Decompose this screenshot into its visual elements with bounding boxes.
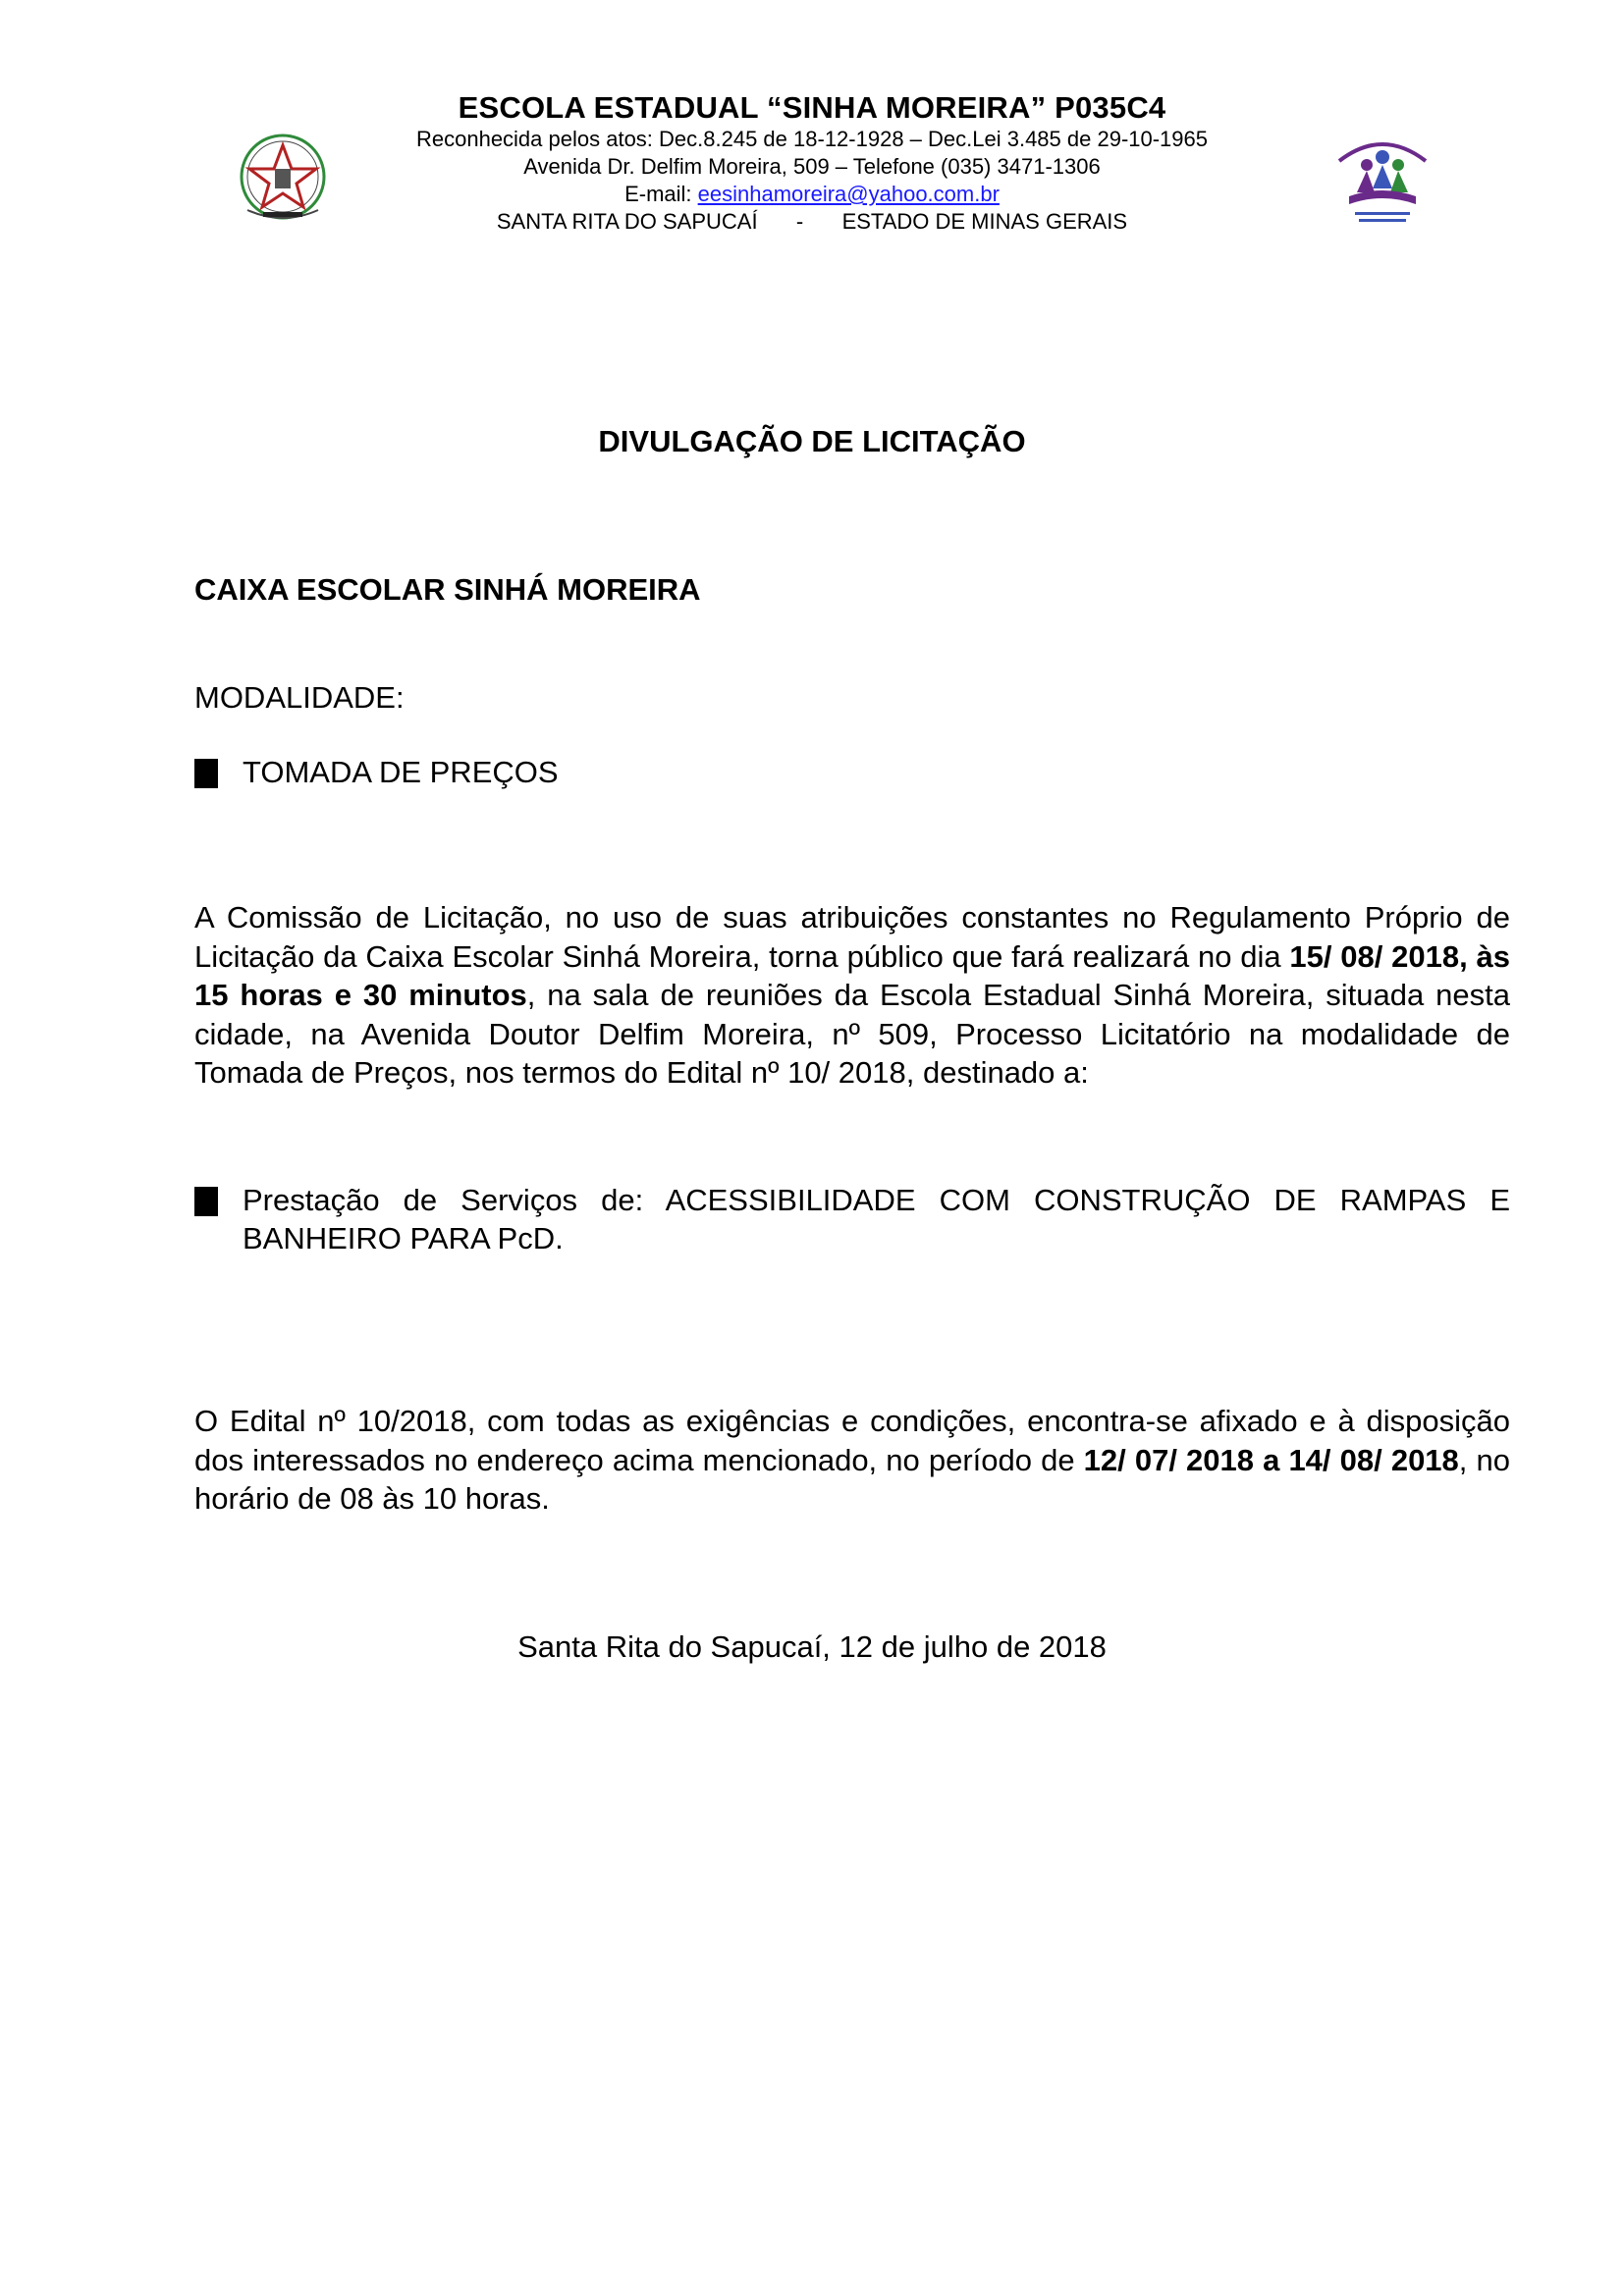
school-name: ESCOLA ESTADUAL “SINHA MOREIRA” P035C4 — [458, 90, 1166, 125]
city-state-line — [0, 208, 1624, 236]
checkbox-marker-icon — [194, 759, 218, 788]
email-line — [0, 181, 1624, 208]
place-date: Santa Rita do Sapucaí, 12 de julho de 2018 — [517, 1629, 1107, 1664]
separator: - — [795, 209, 804, 234]
paragraph2-text-1: O Edital nº 10/2018, com todas as exigências e condições, encontra-se afixado e à disposição dos interessados no endereço acima mencionado, no período de — [194, 1404, 1510, 1477]
letterhead — [0, 90, 1624, 236]
paragraph2-period: 12/ 07/ 2018 a 14/ 08/ 2018 — [1083, 1442, 1459, 1477]
announcement-paragraph — [194, 898, 1510, 1093]
paragraph1-date-time: 15/ 08/ 2018, às 15 horas e 30 minutos — [194, 938, 1511, 1012]
entity-name: CAIXA ESCOLAR SINHÁ MOREIRA — [194, 572, 701, 607]
paragraph1-text-1: A Comissão de Licitação, no uso de suas atribuições constantes no Regulamento Próprio de Licitação da Caixa Escolar Sinhá Moreira, torna público que fará realizará no dia — [194, 900, 1510, 974]
paragraph1-text-2: , na sala de reuniões da Escola Estadual Sinhá Moreira, situada nesta cidade, na Avenida Doutor Delfim Moreira, nº 509, Processo Licitatório na modalidade de Tomada de Preços, nos termos do Edital nº 10/ 2018, destinado a: — [194, 978, 1510, 1090]
city-name: SANTA RITA DO SAPUCAÍ — [496, 209, 758, 234]
service-item — [194, 1181, 1510, 1257]
email-link[interactable]: eesinhamoreira@yahoo.com.br — [697, 182, 1000, 206]
email-label: E-mail: — [624, 182, 698, 206]
state-name: ESTADO DE MINAS GERAIS — [841, 209, 1128, 234]
paragraph2-text-2: , no horário de 08 às 10 horas. — [194, 1442, 1510, 1516]
service-item-label: Prestação de Serviços de: ACESSIBILIDADE COM CONSTRUÇÃO DE RAMPAS E BANHEIRO PARA PcD. — [243, 1183, 1510, 1255]
modalidade-label: MODALIDADE: — [194, 680, 405, 715]
edital-paragraph — [194, 1402, 1510, 1519]
document-title: DIVULGAÇÃO DE LICITAÇÃO — [598, 424, 1026, 458]
modalidade-option — [194, 753, 559, 791]
address-line: Avenida Dr. Delfim Moreira, 509 – Telefone (035) 3471-1306 — [523, 154, 1101, 179]
checkbox-marker-icon — [194, 1187, 218, 1216]
recognition-line: Reconhecida pelos atos: Dec.8.245 de 18-12-1928 – Dec.Lei 3.485 de 29-10-1965 — [415, 127, 1209, 151]
modalidade-option-label: TOMADA DE PREÇOS — [243, 755, 559, 789]
